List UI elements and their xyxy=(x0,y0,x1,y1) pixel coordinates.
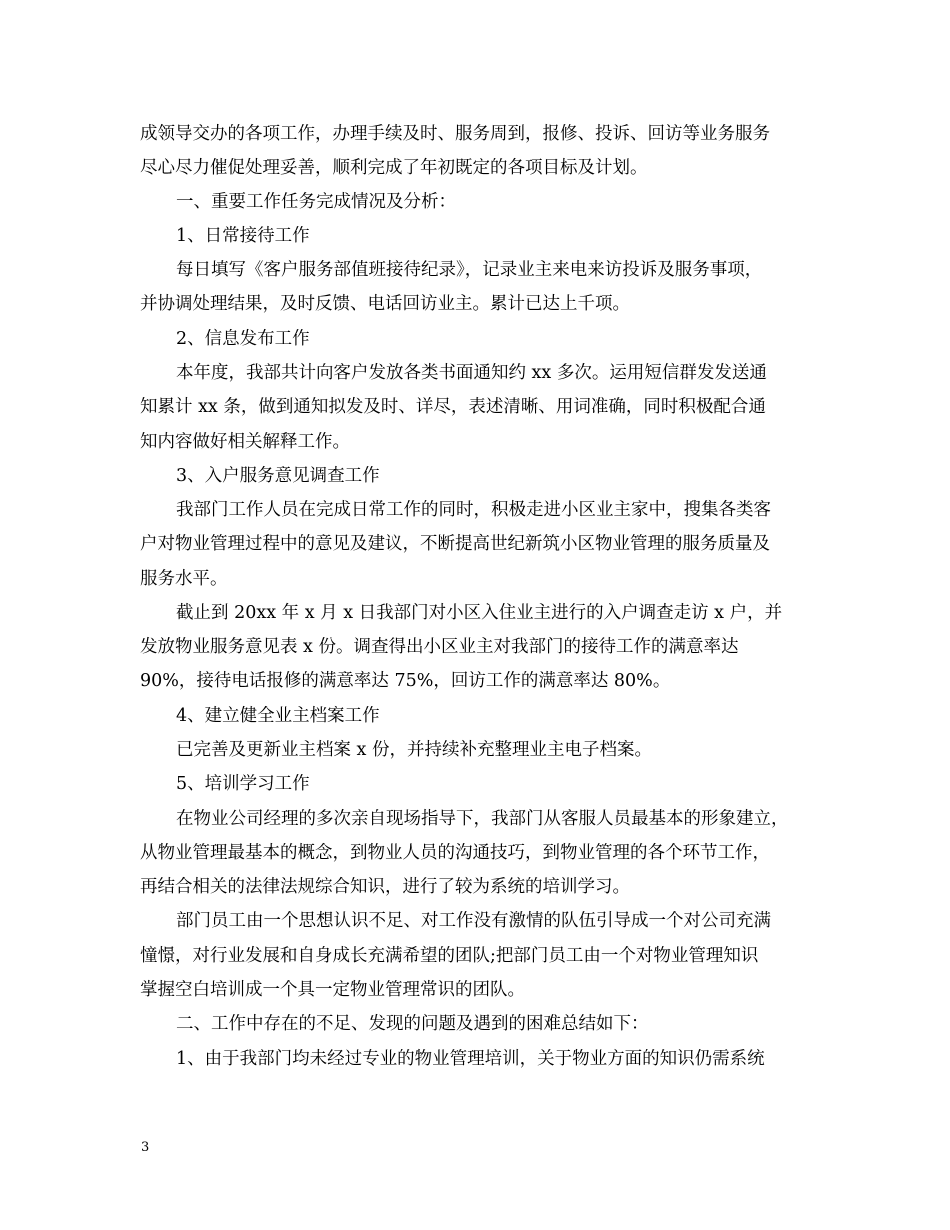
text-line: 知累计 xx 条，做到通知拟发及时、详尽，表述清晰、用词准确，同时积极配合通 xyxy=(140,397,766,417)
text-line: 并协调处理结果，及时反馈、电话回访业主。累计已达上千项。 xyxy=(140,294,630,314)
page-number: 3 xyxy=(141,1140,150,1155)
text-line: 尽心尽力催促处理妥善，顺利完成了年初既定的各项目标及计划。 xyxy=(140,158,648,178)
subsection-heading: 5、培训学习工作 xyxy=(176,774,310,794)
text-line: 截止到 20xx 年 x 月 x 日我部门对小区入住业主进行的入户调查走访 x 户，并 xyxy=(176,603,783,623)
subsection-heading: 3、入户服务意见调查工作 xyxy=(176,466,380,486)
text-line: 每日填写《客户服务部值班接待纪录》，记录业主来电来访投诉及服务事项， xyxy=(176,260,763,280)
section-heading: 一、重要工作任务完成情况及分析： xyxy=(176,192,456,212)
text-line: 90%，接待电话报修的满意率达 75%，回访工作的满意率达 80%。 xyxy=(140,671,671,691)
text-line: 本年度，我部共计向客户发放各类书面通知约 xx 多次。运用短信群发发送通 xyxy=(176,363,767,383)
text-line: 1、由于我部门均未经过专业的物业管理培训，关于物业方面的知识仍需系统 xyxy=(176,1049,765,1069)
text-line: 服务水平。 xyxy=(140,569,228,589)
text-line: 我部门工作人员在完成日常工作的同时，积极走进小区业主家中，搜集各类客 xyxy=(176,500,771,520)
text-line: 掌握空白培训成一个具一定物业管理常识的团队。 xyxy=(140,980,525,1000)
text-line: 成领导交办的各项工作，办理手续及时、服务周到，报修、投诉、回访等业务服务 xyxy=(140,124,770,144)
text-line: 户对物业管理过程中的意见及建议，不断提高世纪新筑小区物业管理的服务质量及 xyxy=(140,534,770,554)
text-line: 部门员工由一个思想认识不足、对工作没有激情的队伍引导成一个对公司充满 xyxy=(176,911,771,931)
text-line: 从物业管理最基本的概念，到物业人员的沟通技巧，到物业管理的各个环节工作， xyxy=(140,843,770,863)
subsection-heading: 4、建立健全业主档案工作 xyxy=(176,706,380,726)
subsection-heading: 1、日常接待工作 xyxy=(176,226,310,246)
subsection-heading: 2、信息发布工作 xyxy=(176,329,310,349)
section-heading: 二、工作中存在的不足、发现的问题及遇到的困难总结如下： xyxy=(176,1014,649,1034)
text-line: 憧憬，对行业发展和自身成长充满希望的团队;把部门员工由一个对物业管理知识 xyxy=(140,946,759,966)
text-line: 发放物业服务意见表 x 份。调查得出小区业主对我部门的接待工作的满意率达 xyxy=(140,637,739,657)
text-line: 已完善及更新业主档案 x 份，并持续补充整理业主电子档案。 xyxy=(176,740,652,760)
text-line: 再结合相关的法律法规综合知识，进行了较为系统的培训学习。 xyxy=(140,877,630,897)
text-line: 知内容做好相关解释工作。 xyxy=(140,432,350,452)
text-line: 在物业公司经理的多次亲自现场指导下，我部门从客服人员最基本的形象建立， xyxy=(176,809,789,829)
